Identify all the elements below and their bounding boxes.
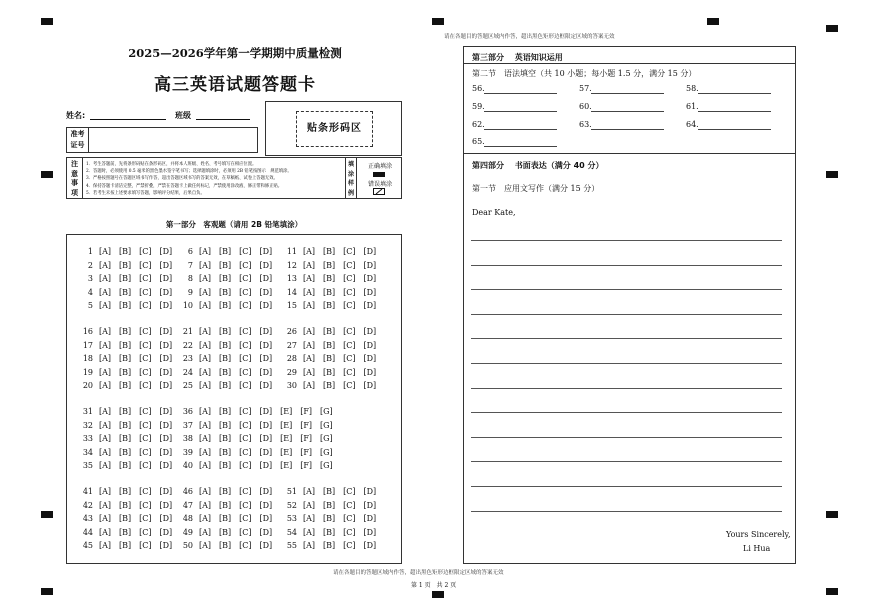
answer-options[interactable]: [A] [B] [C] [D]: [199, 287, 273, 297]
question-number: 40: [182, 461, 193, 471]
answer-options[interactable]: [A] [B] [C] [D]: [99, 500, 173, 510]
correct-fill-mark: [373, 172, 385, 177]
question-item[interactable]: [181, 460, 333, 471]
answer-options[interactable]: [A] [B] [C] [D]: [199, 260, 273, 270]
question-number: 20: [82, 381, 93, 391]
question-item[interactable]: [285, 273, 376, 284]
question-number: 49: [182, 527, 193, 537]
question-number: 2: [87, 260, 93, 270]
question-item[interactable]: [81, 486, 172, 497]
answer-options[interactable]: [A] [B] [C] [D]: [303, 340, 377, 350]
question-item[interactable]: [285, 340, 376, 351]
answer-options[interactable]: [A] [B] [C] [D]: [99, 367, 173, 377]
blank-answer-line[interactable]: [698, 111, 771, 112]
answer-options[interactable]: [A] [B] [C] [D]: [99, 301, 173, 311]
blank-number: 59.: [472, 102, 485, 111]
part1-heading: 第一部分 客观题（请用 2B 铅笔填涂）: [165, 220, 303, 229]
writing-line[interactable]: [471, 511, 782, 512]
question-item[interactable]: [81, 500, 172, 511]
letter-closing: Yours Sincerely,: [726, 530, 791, 539]
answer-options[interactable]: [A] [B] [C] [D]: [199, 527, 273, 537]
answer-options[interactable]: [A] [B] [C] [D]: [303, 367, 377, 377]
answer-options[interactable]: [A] [B] [C] [D]: [99, 327, 173, 336]
blank-number: 63.: [579, 120, 592, 129]
blank-answer-line[interactable]: [698, 129, 771, 130]
question-number: 26: [286, 327, 297, 336]
answer-options[interactable]: [A] [B] [C] [D]: [99, 514, 173, 524]
answer-options[interactable]: [A] [B] [C] [D]: [199, 340, 273, 350]
blank-number: 61.: [686, 102, 699, 111]
question-item[interactable]: [181, 447, 333, 458]
question-number: 14: [286, 287, 297, 297]
answer-options[interactable]: [A] [B] [C] [D]: [199, 274, 273, 284]
card-title: 高三英语试题答题卡: [154, 75, 316, 95]
question-item[interactable]: [181, 246, 272, 257]
question-number: 36: [182, 407, 193, 416]
registration-mark: [41, 588, 53, 595]
question-number: 11: [286, 247, 297, 256]
writing-line[interactable]: [471, 363, 782, 364]
writing-section-title: 第一节 应用文写作（满分 15 分）: [472, 184, 600, 193]
answer-options[interactable]: [A] [B] [C] [D]: [303, 381, 377, 391]
answer-options[interactable]: [A] [B] [C] [D]: [303, 301, 377, 311]
question-item[interactable]: [81, 447, 172, 458]
answer-options[interactable]: [A] [B] [C] [D]: [303, 274, 377, 284]
question-item[interactable]: [181, 300, 272, 311]
answer-options[interactable]: [A] [B] [C] [D]: [99, 287, 173, 297]
answer-options[interactable]: [A] [B] [C] [D]: [199, 327, 273, 336]
question-number: 25: [182, 381, 193, 391]
blank-number: 58.: [686, 84, 699, 93]
question-item[interactable]: [81, 420, 172, 431]
writing-line[interactable]: [471, 437, 782, 438]
writing-line[interactable]: [471, 265, 782, 266]
answer-options[interactable]: [A] [B] [C] [D]: [99, 420, 173, 430]
blank-answer-line[interactable]: [591, 129, 664, 130]
question-item[interactable]: [285, 500, 376, 511]
question-number: 47: [182, 500, 193, 510]
writing-line[interactable]: [471, 486, 782, 487]
question-item[interactable]: [181, 287, 272, 298]
answer-options[interactable]: [A] [B] [C] [D]: [199, 500, 273, 510]
question-item[interactable]: [285, 353, 376, 364]
wrong-fill-label: 错误填涂: [367, 181, 392, 188]
question-item[interactable]: [181, 420, 333, 431]
question-number: 32: [82, 420, 93, 430]
question-item[interactable]: [285, 300, 376, 311]
question-number: 7: [187, 260, 193, 270]
question-item[interactable]: [285, 380, 376, 391]
question-item[interactable]: [285, 486, 376, 497]
answer-options[interactable]: [A] [B] [C] [D]: [303, 247, 377, 256]
question-item[interactable]: [81, 380, 172, 391]
answer-options[interactable]: [A] [B] [C] [D]: [99, 340, 173, 350]
question-number: 9: [187, 287, 193, 297]
question-number: 12: [286, 260, 297, 270]
answer-options[interactable]: [A] [B] [C] [D]: [99, 541, 173, 551]
writing-line[interactable]: [471, 338, 782, 339]
answer-options[interactable]: [A] [B] [C] [D] [E] [F] [G]: [199, 461, 333, 471]
name-label: 姓名:: [66, 111, 86, 120]
ticket-number-box[interactable]: [66, 127, 258, 153]
answer-options[interactable]: [A] [B] [C] [D]: [99, 487, 173, 496]
answer-options[interactable]: [A] [B] [C] [D]: [99, 434, 173, 444]
registration-mark: [432, 18, 444, 25]
registration-mark: [41, 511, 53, 518]
question-item[interactable]: [81, 406, 172, 417]
question-item[interactable]: [181, 540, 272, 551]
question-number: 19: [82, 367, 93, 377]
registration-mark: [707, 18, 719, 25]
registration-mark: [41, 171, 53, 178]
writing-line[interactable]: [471, 240, 782, 241]
question-number: 3: [87, 274, 93, 284]
writing-line[interactable]: [471, 388, 782, 389]
answer-options[interactable]: [A] [B] [C] [D] [E] [F] [G]: [199, 447, 333, 457]
answer-options[interactable]: [A] [B] [C] [D]: [99, 381, 173, 391]
question-number: 8: [187, 274, 193, 284]
divider: [463, 63, 796, 64]
answer-options[interactable]: [A] [B] [C] [D]: [99, 247, 173, 256]
answer-options[interactable]: [A] [B] [C] [D]: [99, 354, 173, 364]
answer-options[interactable]: [A] [B] [C] [D]: [303, 260, 377, 270]
question-number: 44: [82, 527, 93, 537]
blank-answer-line[interactable]: [484, 111, 557, 112]
blank-number: 65.: [472, 137, 485, 146]
answer-options[interactable]: [A] [B] [C] [D]: [199, 514, 273, 524]
question-item[interactable]: [181, 273, 272, 284]
objective-answer-box: [66, 234, 402, 564]
blank-number: 57.: [579, 84, 592, 93]
answer-options[interactable]: [A] [B] [C] [D] [E] [F] [G]: [199, 407, 333, 416]
registration-mark: [826, 588, 838, 595]
question-number: 6: [187, 247, 193, 256]
answer-options[interactable]: [A] [B] [C] [D]: [199, 541, 273, 551]
question-item[interactable]: [181, 340, 272, 351]
grammar-section-title: 第二节 语法填空（共 10 小题；每小题 1.5 分，满分 15 分）: [472, 69, 697, 78]
page-number: 第 1 页 共 2 页: [411, 582, 457, 589]
question-number: 35: [82, 461, 93, 471]
question-number: 45: [82, 541, 93, 551]
blank-number: 64.: [686, 120, 699, 129]
question-number: 37: [182, 420, 193, 430]
answer-options[interactable]: [A] [B] [C] [D]: [199, 301, 273, 311]
question-number: 53: [286, 514, 297, 524]
question-item[interactable]: [285, 540, 376, 551]
question-item[interactable]: [81, 287, 172, 298]
blank-number: 62.: [472, 120, 485, 129]
answer-options[interactable]: [A] [B] [C] [D]: [199, 247, 273, 256]
wrong-fill-icon: [374, 189, 384, 194]
correct-fill-label: 正确填涂: [367, 163, 392, 170]
question-number: 34: [82, 447, 93, 457]
answer-options[interactable]: [A] [B] [C] [D]: [99, 260, 173, 270]
answer-options[interactable]: [A] [B] [C] [D]: [99, 447, 173, 457]
question-number: 33: [82, 434, 93, 444]
question-number: 39: [182, 447, 193, 457]
question-item[interactable]: [81, 246, 172, 257]
question-item[interactable]: [181, 353, 272, 364]
question-number: 38: [182, 434, 193, 444]
blank-answer-line[interactable]: [484, 129, 557, 130]
question-number: 22: [182, 340, 193, 350]
part3-heading: 第三部分 英语知识运用: [472, 53, 563, 62]
question-item[interactable]: [81, 540, 172, 551]
blank-answer-line[interactable]: [591, 111, 664, 112]
question-item[interactable]: [181, 433, 333, 444]
answer-options[interactable]: [A] [B] [C] [D]: [99, 407, 173, 416]
registration-mark: [826, 171, 838, 178]
answer-options[interactable]: [A] [B] [C] [D]: [199, 367, 273, 377]
answer-options[interactable]: [A] [B] [C] [D] [E] [F] [G]: [199, 420, 333, 430]
writing-line[interactable]: [471, 314, 782, 315]
question-item[interactable]: [181, 406, 333, 417]
question-number: 43: [82, 514, 93, 524]
blank-answer-line[interactable]: [484, 93, 557, 94]
answer-options[interactable]: [A] [B] [C] [D]: [199, 381, 273, 391]
question-number: 28: [286, 354, 297, 364]
answer-options[interactable]: [A] [B] [C] [D]: [303, 514, 377, 524]
barcode-label: 贴条形码区: [296, 111, 373, 147]
question-item[interactable]: [81, 273, 172, 284]
question-item[interactable]: [81, 300, 172, 311]
answer-options[interactable]: [A] [B] [C] [D]: [303, 541, 377, 551]
question-number: 5: [87, 301, 93, 311]
question-number: 48: [182, 514, 193, 524]
blank-answer-line[interactable]: [698, 93, 771, 94]
answer-options[interactable]: [A] [B] [C] [D]: [199, 354, 273, 364]
question-item[interactable]: [81, 527, 172, 538]
question-item[interactable]: [181, 367, 272, 378]
answer-options[interactable]: [A] [B] [C] [D]: [303, 487, 377, 496]
question-item[interactable]: [285, 260, 376, 271]
blank-number: 56.: [472, 84, 485, 93]
question-item[interactable]: [285, 246, 376, 257]
question-number: 29: [286, 367, 297, 377]
blank-answer-line[interactable]: [591, 93, 664, 94]
question-item[interactable]: [181, 326, 272, 337]
class-label: 班级: [175, 111, 191, 120]
question-number: 10: [182, 301, 193, 311]
barcode-area: [265, 101, 402, 156]
question-item[interactable]: [81, 340, 172, 351]
question-item[interactable]: [81, 433, 172, 444]
question-item[interactable]: [181, 527, 272, 538]
question-number: 18: [82, 354, 93, 364]
ticket-number-label: 准考 证号: [67, 128, 89, 152]
question-item[interactable]: [285, 326, 376, 337]
question-number: 51: [286, 487, 297, 496]
answer-options[interactable]: [A] [B] [C] [D]: [99, 461, 173, 471]
question-item[interactable]: [181, 486, 272, 497]
question-item[interactable]: [81, 353, 172, 364]
question-item[interactable]: [181, 513, 272, 524]
answer-options[interactable]: [A] [B] [C] [D]: [303, 527, 377, 537]
part4-heading: 第四部分 书面表达（满分 40 分）: [472, 161, 604, 170]
question-number: 21: [182, 327, 193, 336]
question-number: 15: [286, 301, 297, 311]
question-item[interactable]: [285, 527, 376, 538]
bottom-note: 请在各题目的答题区域内作答，超出黑色矩形边框限定区域的答案无效: [333, 570, 504, 576]
question-number: 55: [286, 541, 297, 551]
notice-box: [66, 157, 402, 199]
wrong-fill-mark: [373, 188, 385, 195]
question-number: 24: [182, 367, 193, 377]
question-item[interactable]: [81, 513, 172, 524]
letter-signature: Li Hua: [743, 544, 771, 553]
answer-options[interactable]: [A] [B] [C] [D]: [303, 327, 377, 336]
answer-options[interactable]: [A] [B] [C] [D]: [199, 487, 273, 496]
top-note: 请在各题目的答题区域内作答，超出黑色矩形边框限定区域的答案无效: [444, 34, 615, 40]
question-number: 13: [286, 274, 297, 284]
letter-salutation: Dear Kate,: [472, 208, 516, 217]
question-item[interactable]: [285, 513, 376, 524]
question-number: 23: [182, 354, 193, 364]
question-number: 41: [82, 487, 93, 496]
blank-answer-line[interactable]: [484, 146, 557, 147]
question-number: 50: [182, 541, 193, 551]
question-item[interactable]: [181, 380, 272, 391]
question-number: 46: [182, 487, 193, 496]
answer-options[interactable]: [A] [B] [C] [D]: [99, 274, 173, 284]
writing-line[interactable]: [471, 289, 782, 290]
registration-mark: [826, 25, 838, 32]
writing-line[interactable]: [471, 461, 782, 462]
question-number: 52: [286, 500, 297, 510]
question-item[interactable]: [81, 367, 172, 378]
registration-mark: [41, 18, 53, 25]
question-number: 16: [82, 327, 93, 336]
question-number: 30: [286, 381, 297, 391]
question-item[interactable]: [285, 287, 376, 298]
question-number: 1: [87, 247, 93, 256]
notice-lines: 1．考生答题前，先将条形码贴在条形码区，并将本人班级、姓名、考号填写在相应位置。 2．答题时，必须使用 0.5 毫米的黑色墨水签字笔书写；选择题填涂时，必须用 2B 铅笔按图示 规范填涂。 3．严格按照题号在答题区域书写作答，超出答题区域书写的答案无效，在草稿纸、试卷上答题无效。 4．保持答题卡清洁完整，严禁折叠，严禁在答题卡上做任何标记，严禁使用涂改液、修正带和修正贴。 5．若考生未按上述要求填写答题，影响评分结果，后果自负。: [86, 162, 292, 196]
registration-mark: [432, 591, 444, 598]
question-item[interactable]: [81, 460, 172, 471]
class-field[interactable]: [196, 119, 250, 120]
notice-title: 注 意 事 项: [67, 158, 83, 198]
fill-example-title: 填 涂 样 例: [345, 158, 357, 198]
question-item[interactable]: [81, 326, 172, 337]
writing-line[interactable]: [471, 412, 782, 413]
registration-mark: [826, 511, 838, 518]
question-number: 4: [87, 287, 93, 297]
answer-options[interactable]: [A] [B] [C] [D]: [99, 527, 173, 537]
answer-options[interactable]: [A] [B] [C] [D]: [303, 354, 377, 364]
question-number: 54: [286, 527, 297, 537]
question-number: 17: [82, 340, 93, 350]
blank-number: 60.: [579, 102, 592, 111]
question-item[interactable]: [81, 260, 172, 271]
answer-options[interactable]: [A] [B] [C] [D]: [303, 500, 377, 510]
divider: [463, 153, 796, 154]
answer-options[interactable]: [A] [B] [C] [D]: [303, 287, 377, 297]
question-number: 42: [82, 500, 93, 510]
question-item[interactable]: [181, 500, 272, 511]
question-item[interactable]: [285, 367, 376, 378]
question-number: 31: [82, 407, 93, 416]
answer-options[interactable]: [A] [B] [C] [D] [E] [F] [G]: [199, 434, 333, 444]
exam-title: 2025—2026学年第一学期期中质量检测: [128, 46, 342, 60]
question-number: 27: [286, 340, 297, 350]
question-item[interactable]: [181, 260, 272, 271]
name-field[interactable]: [90, 119, 166, 120]
